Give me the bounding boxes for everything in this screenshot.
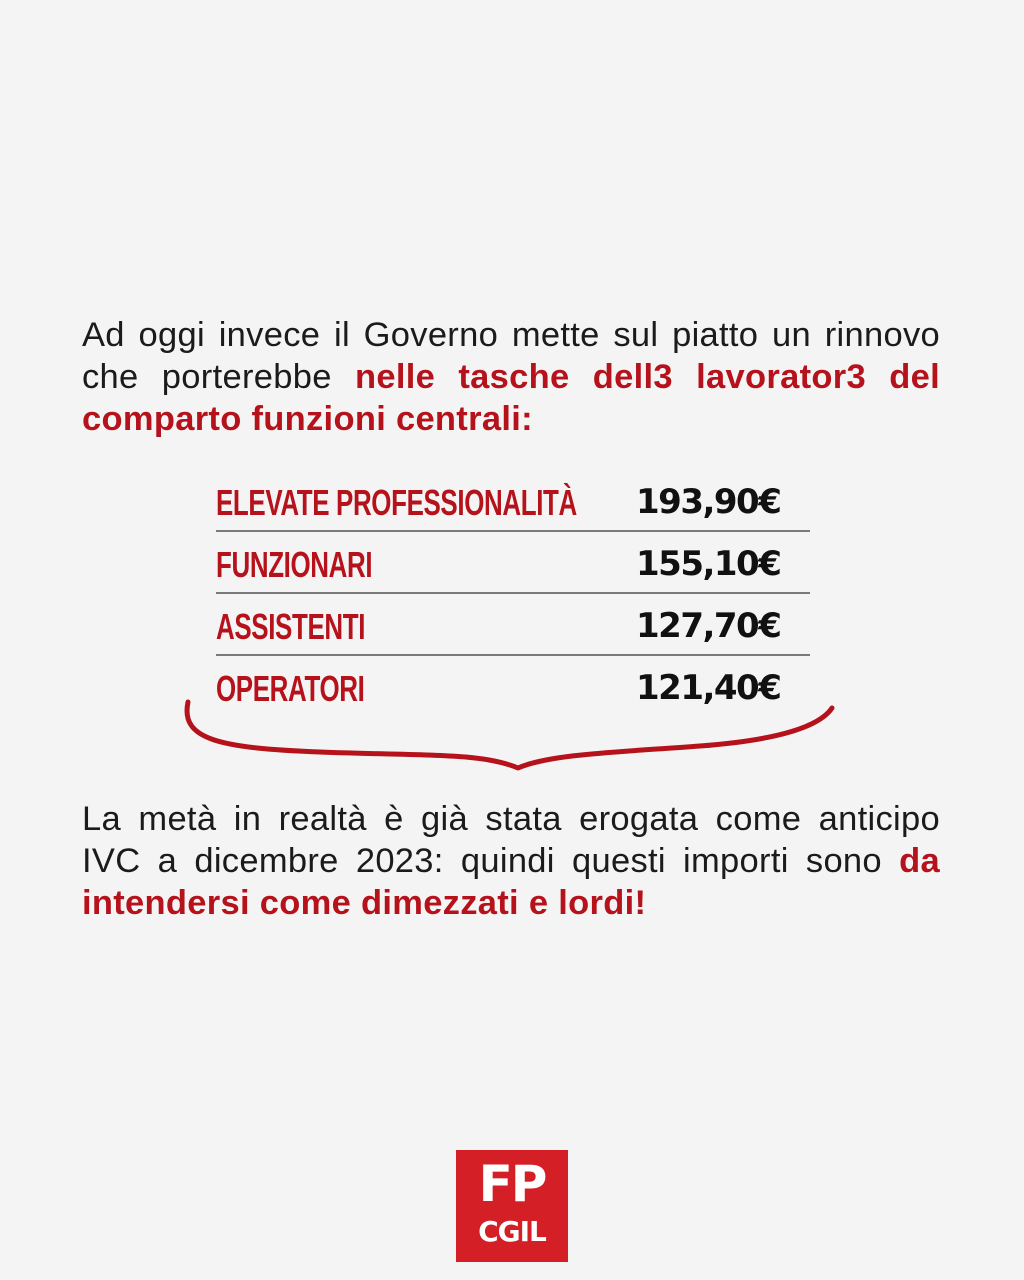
row-label: OPERATORI xyxy=(216,668,365,709)
row-value: 127,70€ xyxy=(636,606,781,646)
row-value: 193,90€ xyxy=(636,482,781,522)
logo-text-cgil: CGIL xyxy=(478,1215,546,1248)
intro-paragraph xyxy=(82,314,940,440)
logo-text-fp: FP xyxy=(478,1155,546,1213)
table-row xyxy=(216,532,810,594)
outro-highlight: da intendersi come dimezzati e lordi! xyxy=(82,842,940,922)
intro-text: Ad oggi invece il Governo mette sul piatto un rinnovo che porterebbe xyxy=(82,316,940,396)
outro-paragraph xyxy=(82,798,940,924)
row-label: FUNZIONARI xyxy=(216,544,373,585)
outro-text: La metà in realtà è già stata erogata come anticipo IVC a dicembre 2023: quindi questi importi sono xyxy=(82,800,940,880)
salary-table xyxy=(216,470,810,718)
table-row xyxy=(216,470,810,532)
row-value: 155,10€ xyxy=(636,544,781,584)
table-row xyxy=(216,594,810,656)
fp-cgil-logo xyxy=(456,1150,568,1262)
intro-highlight: nelle tasche dell3 lavorator3 del comparto funzioni centrali: xyxy=(82,358,941,438)
row-value: 121,40€ xyxy=(636,668,781,708)
row-label: ELEVATE PROFESSIONALITÀ xyxy=(216,482,577,523)
row-label: ASSISTENTI xyxy=(216,606,366,647)
curly-brace-decoration xyxy=(180,690,840,780)
